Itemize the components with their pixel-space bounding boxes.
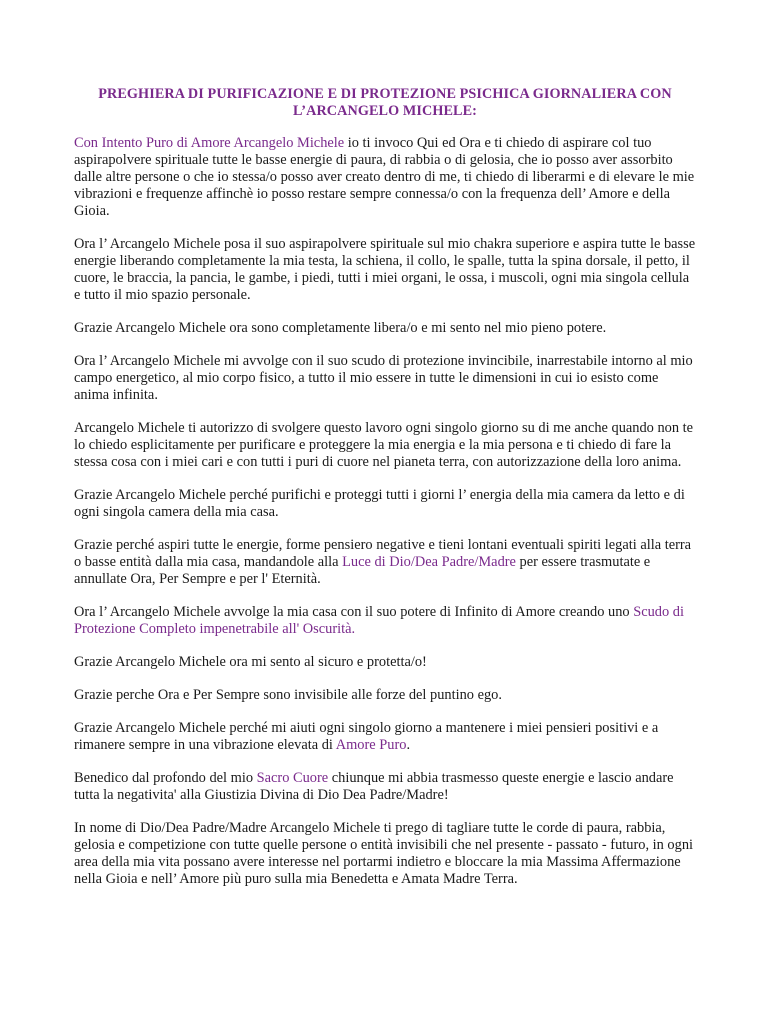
document-body xyxy=(74,135,696,888)
highlighted-text: Amore Puro xyxy=(335,737,407,753)
document-page xyxy=(74,86,696,904)
paragraph-text: In nome di Dio/Dea Padre/Madre Arcangelo Michele ti prego di tagliare tutte le corde di paura, rabbia, gelosia e competizione con tutte quelle persone o entità invisibili che nel presente - passato - futuro, in ogni area della mia vita possano avere interesse nel portarmi indietro e bloccare la mia Massima Affermazione nella Gioia e nell’ Amore più puro sulla mia Benedetta e Amata Madre Terra. xyxy=(74,820,694,887)
paragraph-text: Grazie Arcangelo Michele perché mi aiuti ogni singolo giorno a mantenere i miei pensieri positivi e a rimanere sempre in una vibrazione elevata di xyxy=(74,720,659,753)
document-title: PREGHIERA DI PURIFICAZIONE E DI PROTEZIONE PSICHICA GIORNALIERA CON L’ARCANGELO MICHELE: xyxy=(98,86,672,119)
paragraph-10 xyxy=(74,687,696,704)
paragraph-text: Grazie Arcangelo Michele ora sono completamente libera/o e mi sento nel mio pieno potere. xyxy=(74,320,607,336)
paragraph-text: . xyxy=(406,737,411,753)
paragraph-3 xyxy=(74,320,696,337)
paragraph-text: Grazie Arcangelo Michele perché purifichi e proteggi tutti i giorni l’ energia della mia camera da letto e di ogni singola camera della mia casa. xyxy=(74,487,685,520)
highlighted-text: Scudo di Protezione Completo impenetrabile all' Oscurità. xyxy=(74,604,684,637)
paragraph-6 xyxy=(74,487,696,521)
paragraph-text: io ti invoco Qui ed Ora e ti chiedo di aspirare col tuo aspirapolvere spirituale tutte le basse energie di paura, di rabbia o di gelosia, che io posso aver assorbito dalle altre persone o che io stessa/o posso aver creato dentro di me, ti chiedo di liberarmi e di elevare le mie vibrazioni e frequenze affinchè io posso restare sempre connessa/o con la frequenza dell’ Amore e della Gioia. xyxy=(74,135,695,219)
paragraph-1 xyxy=(74,135,696,220)
paragraph-8 xyxy=(74,604,696,638)
paragraph-text: chiunque mi abbia trasmesso queste energie e lascio andare tutta la negativita' alla Giustizia Divina di Dio Dea Padre/Madre! xyxy=(74,770,674,803)
paragraph-text: per essere trasmutate e annullate Ora, Per Sempre e per l' Eternità. xyxy=(74,554,651,587)
paragraph-text: Arcangelo Michele ti autorizzo di svolgere questo lavoro ogni singolo giorno su di me anche quando non te lo chiedo esplicitamente per purificare e proteggere la mia energia e la mia persona e ti chiedo di fare la stessa cosa con i miei cari e con tutti i puri di cuore nel pianeta terra, con autorizzazione della loro anima. xyxy=(74,420,694,470)
paragraph-text: Grazie perche Ora e Per Sempre sono invisibile alle forze del puntino ego. xyxy=(74,687,502,703)
paragraph-13 xyxy=(74,820,696,888)
paragraph-text: Grazie Arcangelo Michele ora mi sento al sicuro e protetta/o! xyxy=(74,654,427,670)
highlighted-text: Con Intento Puro di Amore Arcangelo Michele xyxy=(74,135,345,151)
paragraph-text: Ora l’ Arcangelo Michele avvolge la mia casa con il suo potere di Infinito di Amore creando uno xyxy=(74,604,634,620)
paragraph-text: Grazie perché aspiri tutte le energie, forme pensiero negative e tieni lontani eventuali spiriti legati alla terra o basse entità dalla mia casa, mandandole alla xyxy=(74,537,692,570)
paragraph-11 xyxy=(74,720,696,754)
highlighted-text: Sacro Cuore xyxy=(256,770,329,786)
paragraph-7 xyxy=(74,537,696,588)
paragraph-12 xyxy=(74,770,696,804)
paragraph-text: Ora l’ Arcangelo Michele posa il suo aspirapolvere spirituale sul mio chakra superiore e aspira tutte le basse energie liberando completamente la mia testa, la schiena, il collo, le spalle, tutta la spina dorsale, il petto, il cuore, le braccia, la pancia, le gambe, i piedi, tutti i miei organi, le ossa, i muscoli, ogni mia singola cellula e tutto il mio spazio personale. xyxy=(74,236,696,303)
highlighted-text: Luce di Dio/Dea Padre/Madre xyxy=(342,554,516,570)
paragraph-text: Benedico dal profondo del mio xyxy=(74,770,257,786)
paragraph-2 xyxy=(74,236,696,304)
paragraph-5 xyxy=(74,420,696,471)
paragraph-text: Ora l’ Arcangelo Michele mi avvolge con il suo scudo di protezione invincibile, inarrestabile intorno al mio campo energetico, al mio corpo fisico, a tutto il mio essere in tutte le dimensioni in cui io esisto come anima infinita. xyxy=(74,353,693,403)
paragraph-9 xyxy=(74,654,696,671)
paragraph-4 xyxy=(74,353,696,404)
